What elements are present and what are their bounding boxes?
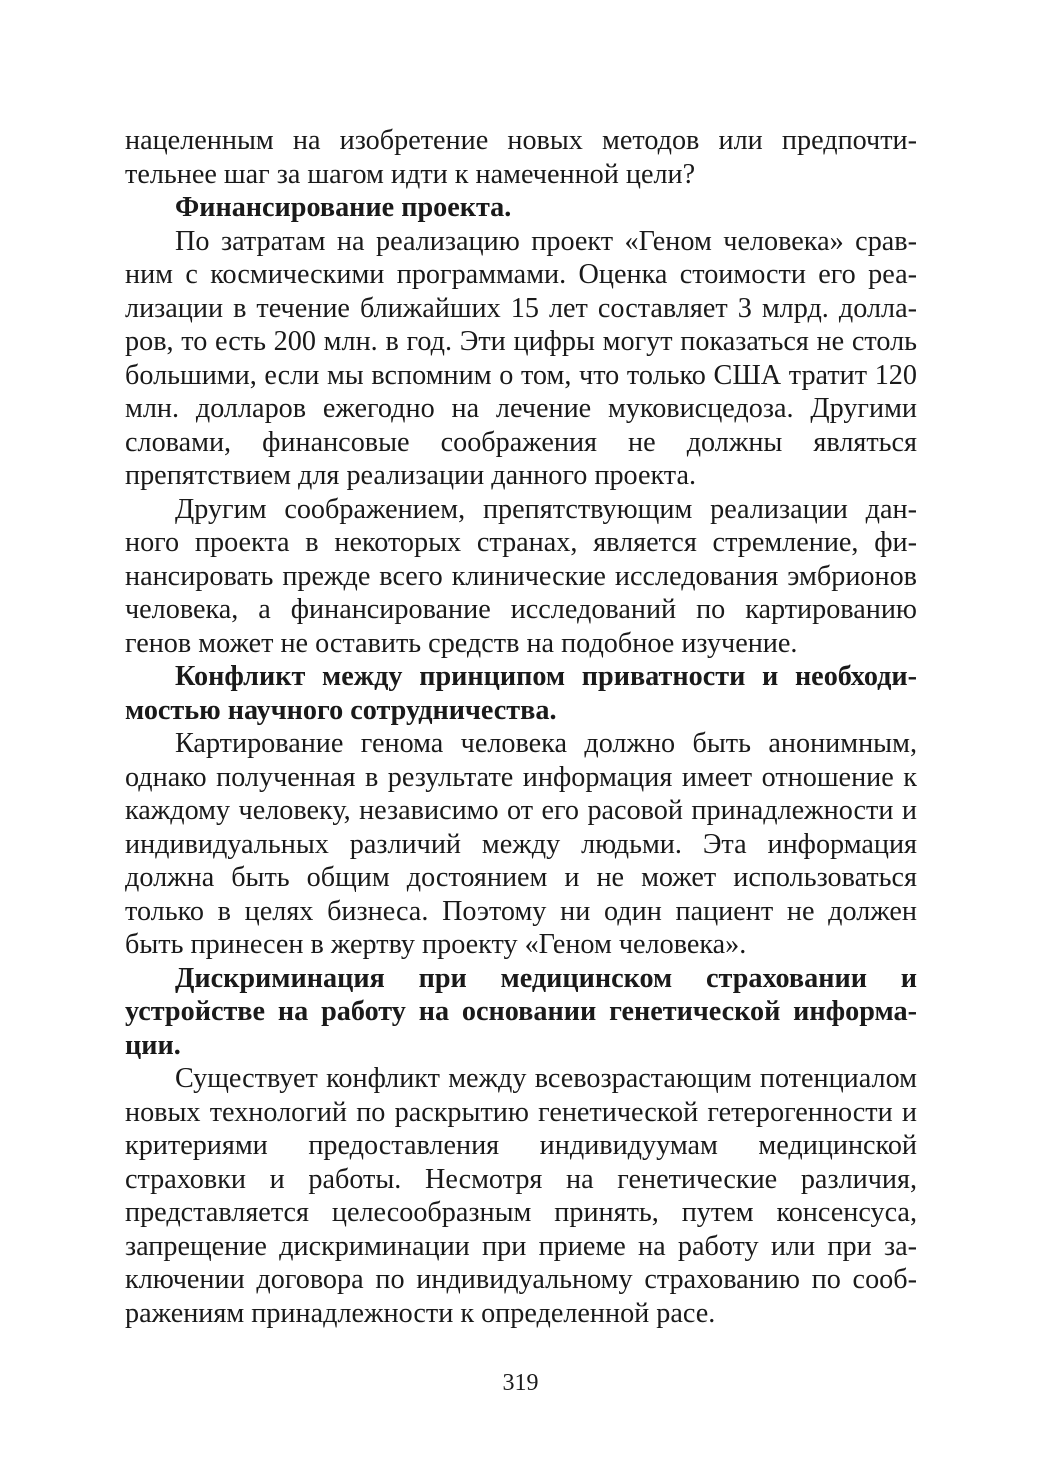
page-body	[125, 124, 917, 1330]
paragraph-privacy-conflict: Картирование генома человека должно быть анонимным, однако полученная в результате информация имеет отношение к каждому человеку, независимо от его расовой принадлежности и индивидуальных различий между людьми. Эта информация должна быть общим достоянием и не может использоваться только в целях бизнеса. Поэтому ни один пациент не должен быть принесен в жертву проекту «Геном человека».	[125, 728, 917, 960]
paragraph-discrimination: Существует конфликт между всевозрастающим потенциалом новых технологий по раскрытию генетической гетерогенности и критериями предоставления индивидуумам медицинской страховки и работы. Несмотря на генетические различия, представляется целесообразным принять, путем консенсуса, запрещение дискриминации при приеме на работу или при заключении договора по индивидуальному страхованию по соображениям принадлежности к определенной расе.	[125, 1063, 917, 1329]
page-number: 319	[502, 1370, 539, 1396]
paragraph-financing-cost: По затратам на реализацию проект «Геном человека» сравним с космическими программами. Оценка стоимости его реализации в течение ближайших 15 лет составляет 3 млрд. долларов, то есть 200 млн. в год. Эти цифры могут показаться не столь большими, если мы вспомним о том, что только США тратит 120 млн. долларов ежегодно на лечение муковисцедоза. Другими словами, финансовые соображения не должны являться препятствием для реализации данного проекта.	[125, 225, 917, 491]
section-heading-privacy-conflict: Конфликт между принципом приватности и необходимостью научного сотрудничества.	[125, 661, 917, 726]
section-heading-discrimination: Дискриминация при медицинском страховании и устройстве на работу на основании генетической информации.	[125, 962, 917, 1061]
intro-paragraph: нацеленным на изобретение новых методов или предпочтительнее шаг за шагом идти к намеченной цели?	[125, 125, 917, 190]
section-heading-financing: Финансирование проекта.	[175, 192, 512, 223]
paragraph-financing-obstacle: Другим соображением, препятствующим реализации данного проекта в некоторых странах, является стремление, финансировать прежде всего клинические исследования эмбрионов человека, а финансирование исследований по картированию генов может не оставить средств на подобное изучение.	[125, 493, 917, 659]
